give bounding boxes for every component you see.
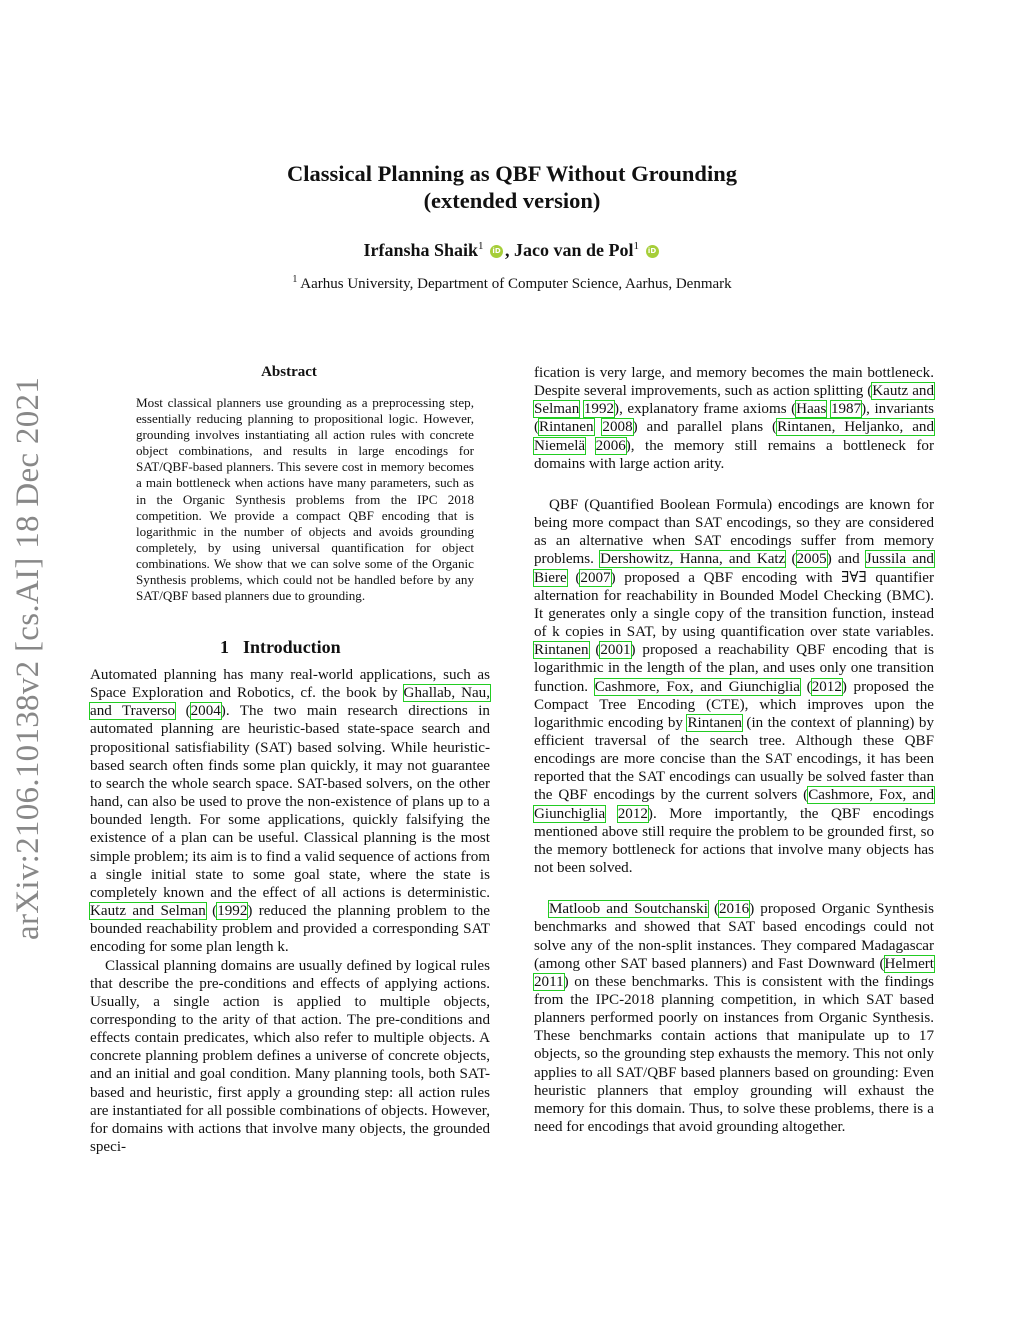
citation-link[interactable]: Kautz and Selman xyxy=(534,383,934,418)
citation-link[interactable]: 1992 xyxy=(217,903,248,920)
citation-link[interactable]: 2007 xyxy=(580,569,611,586)
body-text: ( xyxy=(205,903,218,920)
right-column xyxy=(534,364,934,1136)
affiliation-mark: 1 xyxy=(633,240,640,252)
body-text: ), explanatory frame axioms ( xyxy=(614,401,797,418)
body-text: ) and parallel plans ( xyxy=(632,419,778,436)
citation-link[interactable]: Haas xyxy=(796,401,827,418)
body-text: ) on these benchmarks. This is consistent with the findings from the IPC-2018 planning competition, in which SAT based planners performed poorly on instances from Organic Synthesis. These benchmarks contain actions that manipulate up to 17 objects, so the grounding step exhausts the memory. This not only applies to all SAT/QBF based planners based on grounding: Even heuristic planners that employ grounding will exhaust the memory for this domain. Thus, to solve these problems, there is a need for encodings that avoid grounding altogether. xyxy=(534,973,934,1136)
body-text: ) proposed the Compact Tree Encoding (CTE), which improves upon the logarithmic encoding by xyxy=(534,678,934,731)
section-title: Introduction xyxy=(243,637,341,657)
body-text: ( xyxy=(175,703,191,720)
paragraph xyxy=(90,666,490,957)
body-text: ) reduced the planning problem to the bounded reachability problem and provided a corresponding SAT encoding for some plan length k. xyxy=(90,903,490,956)
affiliation-mark: 1 xyxy=(292,274,298,285)
body-text: ( xyxy=(566,569,581,586)
citation-link[interactable]: 2004 xyxy=(190,703,221,720)
body-text: ) proposed Organic Synthesis benchmarks and showed that SAT based encodings could not solve any of the non-split instances. They compared Madagascar (among other SAT based planners) and Fast Downward ( xyxy=(534,901,934,972)
citation-link[interactable]: Kautz and Selman xyxy=(90,903,206,920)
body-text: ). More importantly, the QBF encodings mentioned above still require the problem to be grounded first, so the memory bottleneck for actions that involve many objects has not been solved. xyxy=(534,805,934,877)
citation-link[interactable]: 2008 xyxy=(602,419,633,436)
arxiv-stamp: arXiv:2106.10138v2 [cs.AI] 18 Dec 2021 xyxy=(10,376,46,940)
body-text: (in the context of planning) by efficient traversal of the search tree. Although these QBF encodings are more concise than the SAT encodings, it has been reported that the SAT encodings can usually be solved faster than the QBF encodings by the current solvers ( xyxy=(534,714,934,804)
affiliation-mark: 1 xyxy=(478,240,484,252)
citation-link[interactable]: Rintanen xyxy=(687,714,742,731)
body-text: ( xyxy=(785,551,797,568)
author-name: Jaco van de Pol xyxy=(514,240,634,260)
paper-title xyxy=(180,160,844,214)
title-line-2: (extended version) xyxy=(423,188,601,213)
body-text: ) proposed a QBF encoding with ∃∀∃ quantifier alternation for reachability in Bounded Model Checking (BMC). It generates only a single copy of the transition function, instead of k copies in SAT, by using quantification over state variables. xyxy=(534,569,934,641)
author-name: Irfansha Shaik xyxy=(363,240,479,260)
abstract-heading: Abstract xyxy=(261,364,317,380)
section-number: 1 xyxy=(220,637,229,657)
citation-link[interactable]: 2012 xyxy=(617,805,648,822)
paragraph xyxy=(534,364,934,473)
citation-link[interactable]: 2016 xyxy=(719,901,750,918)
citation-link[interactable]: 2011 xyxy=(534,973,564,990)
citation-link[interactable]: Rintanen, Heljanko, and Niemelä xyxy=(534,419,934,454)
left-column xyxy=(90,666,490,1156)
paragraph: Classical planning domains are usually defined by logical rules that describe the pre-conditions and effects of applying actions. Usually, a single action is applied to multiple objects, corresponding to the arity of that action. The pre-conditions and effects contain predicates, which also refer to multiple objects. A concrete planning problem defines a universe of concrete objects, and an initial and goal condition. Many planning tools, both SAT-based and heuristic, first apply a grounding step: all action rules are instantiated for all possible combinations of objects. However, for domains with actions that involve many objects, the grounded speci- xyxy=(90,957,490,1156)
citation-link[interactable]: Cashmore, Fox, and Giunchiglia xyxy=(534,787,935,822)
citation-link[interactable]: Dershowitz, Hanna, and Katz xyxy=(600,551,786,568)
citation-link[interactable]: 2012 xyxy=(811,678,842,695)
body-text: Automated planning has many real-world applications, such as Space Exploration and Robotics, cf. the book by xyxy=(90,667,490,702)
citation-link[interactable]: Helmert xyxy=(884,955,934,972)
citation-link[interactable]: Cashmore, Fox, and Giunchiglia xyxy=(594,678,800,695)
body-text: QBF (Quantified Boolean Formula) encodings are known for being more compact than SAT encodings, so they are considered as an alternative when SAT encodings suffer from memory problems. xyxy=(534,496,934,568)
citation-link[interactable]: Rintanen xyxy=(539,419,594,436)
title-line-1: Classical Planning as QBF Without Grounding xyxy=(287,161,737,186)
paragraph xyxy=(534,900,934,1136)
citation-link[interactable]: Jussila and Biere xyxy=(534,551,934,586)
body-text: fication is very large, and memory becomes the main bottleneck. Despite several improvements, such as action splitting ( xyxy=(534,365,934,400)
body-text: ) proposed a reachability QBF encoding that is logarithmic in the length of the plan, and uses only one transition function. xyxy=(534,642,934,695)
citation-link[interactable]: 2006 xyxy=(595,437,626,454)
body-text: ) and xyxy=(826,551,866,568)
citation-link[interactable]: 1992 xyxy=(583,401,615,418)
affiliation-text: Aarhus University, Department of Computer Science, Aarhus, Denmark xyxy=(300,276,732,292)
citation-link[interactable]: 1987 xyxy=(830,401,862,418)
body-text: ), the memory still remains a bottleneck for domains with large action arity. xyxy=(534,437,935,472)
citation-link[interactable]: Ghallab, Nau, and Traverso xyxy=(90,685,490,720)
orcid-icon[interactable]: iD xyxy=(490,245,503,258)
body-text: ( xyxy=(588,642,601,659)
section-heading xyxy=(220,637,355,658)
orcid-icon[interactable]: iD xyxy=(646,245,659,258)
affiliation xyxy=(180,274,844,293)
body-text: ), invariants ( xyxy=(534,401,935,436)
author-list xyxy=(180,240,844,261)
body-text: ). The two main research directions in automated planning are heuristic-based state-space search and propositional satisfiability (SAT) based solving. While heuristic-based search often finds some plan quickly, it may not guarantee to search the whole search space. SAT-based solvers, on the other hand, can also be used to prove the non-existence of plans up to a bounded length. For some applications, quickly falsifying the existence of a plan can be useful. Classical planning is the most simple problem; its aim is to find a valid sequence of actions from a single initial state to some goal state, where the state is completely known and the effect of all actions is deterministic. xyxy=(90,703,490,901)
body-text: ( xyxy=(707,901,719,918)
paragraph xyxy=(534,496,934,877)
citation-link[interactable]: 2001 xyxy=(600,642,631,659)
citation-link[interactable]: Rintanen xyxy=(534,642,589,659)
citation-link[interactable]: Matloob and Soutchanski xyxy=(549,901,708,918)
author-separator: , xyxy=(505,240,515,260)
body-text: ( xyxy=(800,678,812,695)
citation-link[interactable]: 2005 xyxy=(796,551,827,568)
abstract-text: Most classical planners use grounding as a preprocessing step, essentially reducing planning to propositional logic. However, grounding involves instantiating all action rules with concrete object combinations, and results in large encodings for SAT/QBF-based planners. This severe cost in memory becomes a main bottleneck when actions have many parameters, such as in the Organic Synthesis problems from the IPC 2018 competition. We provide a compact QBF encoding that is logarithmic in the number of objects and avoids grounding completely, by using universal quantification for object combinations. We show that we can solve some of the Organic Synthesis problems, which could not be handled before by any SAT/QBF based planners due to grounding. xyxy=(136,395,474,604)
